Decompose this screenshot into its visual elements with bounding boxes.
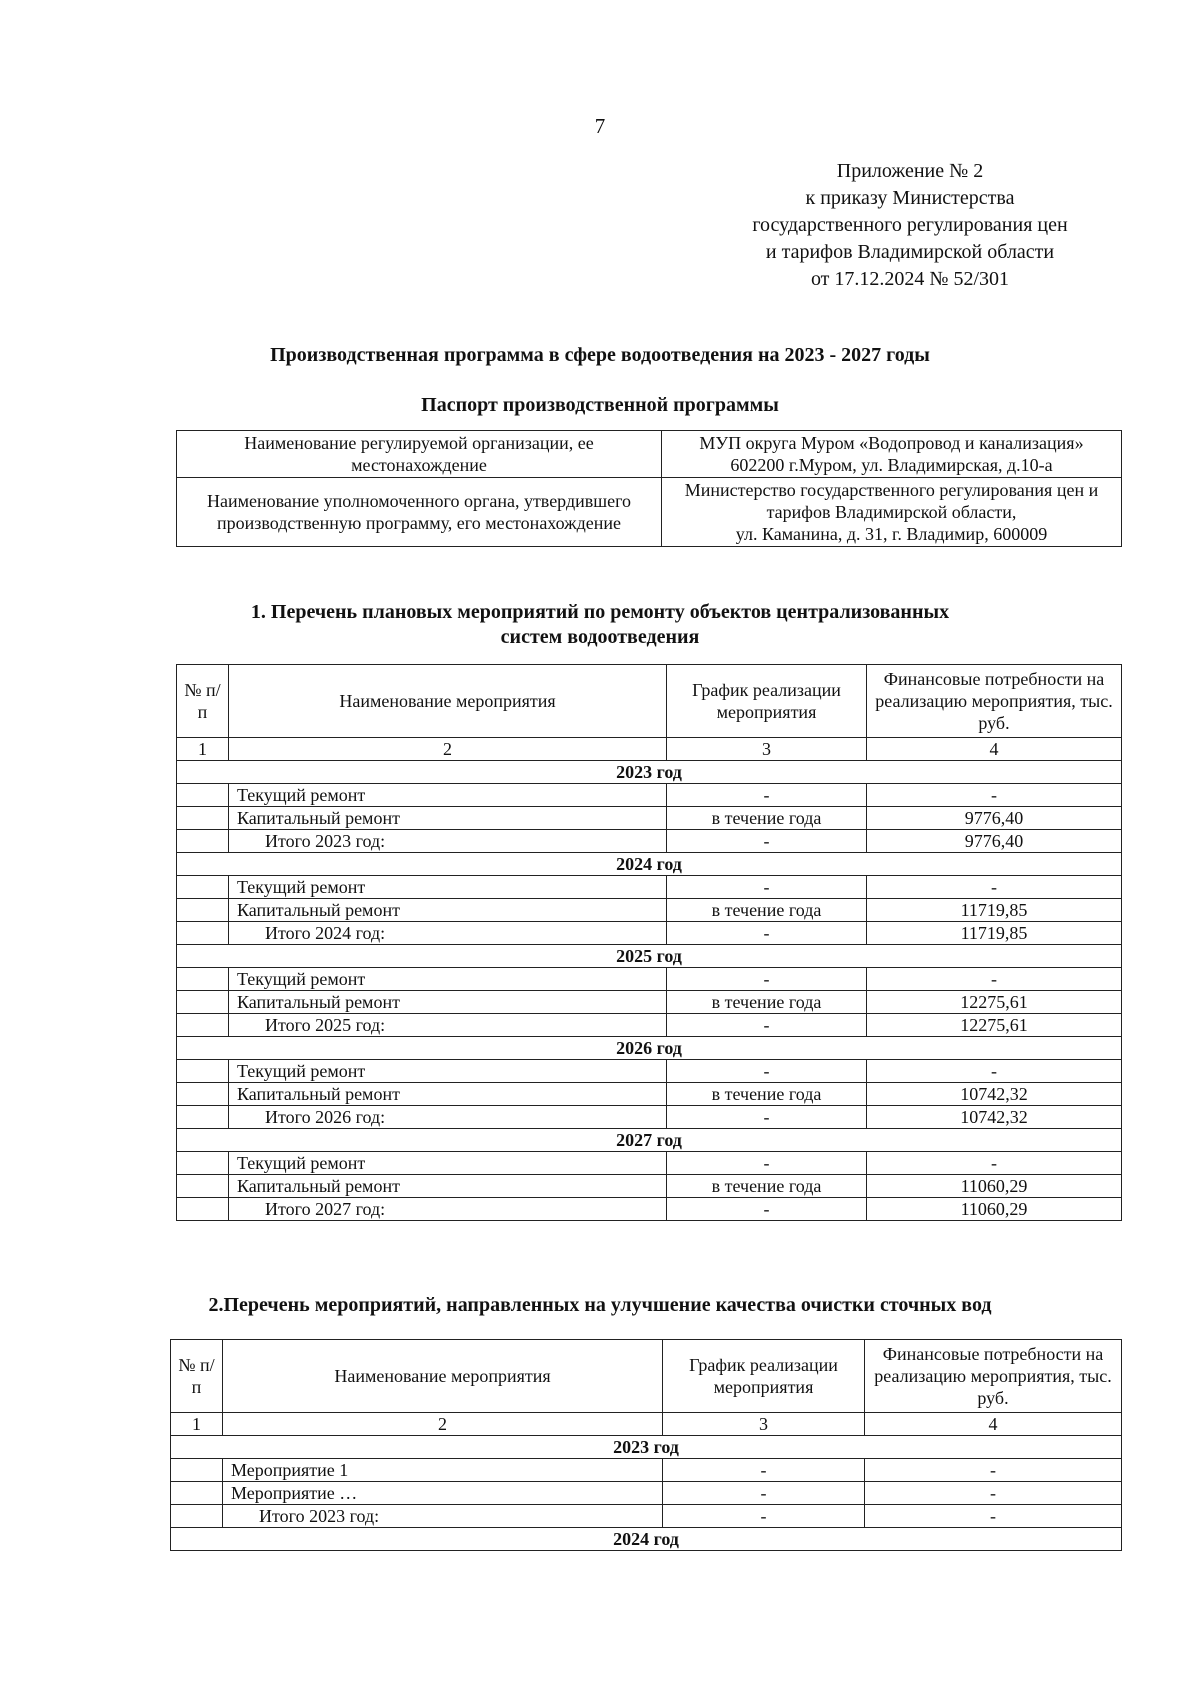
appendix-line: от 17.12.2024 № 52/301 <box>810 268 1010 290</box>
table-row <box>171 1482 1122 1505</box>
table-row <box>177 830 1122 853</box>
row-value: 10742,32 <box>867 1106 1122 1129</box>
row-num <box>177 1175 229 1198</box>
row-num <box>177 1014 229 1037</box>
index-cell: 2 <box>223 1413 663 1436</box>
row-schedule: - <box>667 1060 867 1083</box>
year-label: 2026 год <box>177 1037 1122 1060</box>
row-value: - <box>867 968 1122 991</box>
appendix-line: к приказу Министерства <box>805 187 1015 209</box>
year-label: 2027 год <box>177 1129 1122 1152</box>
table-row <box>177 899 1122 922</box>
row-value: - <box>865 1505 1122 1528</box>
year-row <box>177 945 1122 968</box>
index-cell: 4 <box>865 1413 1122 1436</box>
row-name: Текущий ремонт <box>229 1152 667 1175</box>
row-value: 11060,29 <box>867 1198 1122 1221</box>
index-cell: 1 <box>177 738 229 761</box>
index-cell: 1 <box>171 1413 223 1436</box>
row-schedule: в течение года <box>667 899 867 922</box>
row-name: Мероприятие 1 <box>223 1459 663 1482</box>
row-schedule: - <box>663 1482 865 1505</box>
passport-row <box>177 478 1122 547</box>
table-index-row <box>177 738 1122 761</box>
appendix-block <box>700 158 1120 293</box>
row-num <box>177 1106 229 1129</box>
passport-label: Наименование уполномоченного органа, утвердившего производственную программу, его местонахождение <box>177 478 662 547</box>
passport-value <box>662 478 1122 547</box>
row-schedule: - <box>667 968 867 991</box>
section1-title-line: систем водоотведения <box>500 626 700 648</box>
header-name: Наименование мероприятия <box>229 665 667 738</box>
section2-table <box>170 1339 1122 1551</box>
row-num <box>171 1505 223 1528</box>
row-schedule: - <box>667 1198 867 1221</box>
year-label: 2023 год <box>171 1436 1122 1459</box>
table-row <box>177 784 1122 807</box>
page-number: 7 <box>594 114 606 138</box>
row-schedule: - <box>663 1505 865 1528</box>
table-row <box>177 807 1122 830</box>
year-row <box>177 853 1122 876</box>
row-num <box>177 1060 229 1083</box>
passport-value <box>662 431 1122 478</box>
table-row <box>177 968 1122 991</box>
passport-title: Паспорт производственной программы <box>421 394 779 416</box>
row-name: Капитальный ремонт <box>229 807 667 830</box>
row-name: Итого 2023 год: <box>229 830 667 853</box>
header-schedule: График реализации мероприятия <box>663 1340 865 1413</box>
row-value: 9776,40 <box>867 830 1122 853</box>
row-name: Текущий ремонт <box>229 968 667 991</box>
passport-value-line: МУП округа Муром «Водопровод и канализация» <box>699 433 1084 453</box>
table-row <box>177 1152 1122 1175</box>
row-value: 11719,85 <box>867 922 1122 945</box>
row-num <box>177 1152 229 1175</box>
row-num <box>177 968 229 991</box>
appendix-line: государственного регулирования цен <box>752 214 1068 236</box>
row-value: 9776,40 <box>867 807 1122 830</box>
row-schedule: - <box>663 1459 865 1482</box>
year-row <box>171 1528 1122 1551</box>
row-name: Капитальный ремонт <box>229 991 667 1014</box>
header-finance: Финансовые потребности на реализацию мероприятия, тыс. руб. <box>867 665 1122 738</box>
row-name: Капитальный ремонт <box>229 1175 667 1198</box>
year-row <box>177 761 1122 784</box>
row-value: - <box>865 1459 1122 1482</box>
row-schedule: - <box>667 830 867 853</box>
index-cell: 3 <box>663 1413 865 1436</box>
table-row <box>171 1459 1122 1482</box>
row-num <box>177 1198 229 1221</box>
row-schedule: - <box>667 876 867 899</box>
row-value: 11719,85 <box>867 899 1122 922</box>
header-name: Наименование мероприятия <box>223 1340 663 1413</box>
row-num <box>177 991 229 1014</box>
row-schedule: - <box>667 784 867 807</box>
year-label: 2024 год <box>177 853 1122 876</box>
row-name: Текущий ремонт <box>229 784 667 807</box>
row-name: Итого 2023 год: <box>223 1505 663 1528</box>
section1-title <box>0 600 1200 650</box>
row-name: Капитальный ремонт <box>229 1083 667 1106</box>
passport-table <box>176 430 1122 547</box>
row-num <box>177 922 229 945</box>
row-value: - <box>865 1482 1122 1505</box>
passport-value-line: Министерство государственного регулирования цен и тарифов Владимирской области, <box>684 480 1099 522</box>
table-row <box>171 1505 1122 1528</box>
table-row <box>177 1175 1122 1198</box>
section1-title-line: 1. Перечень плановых мероприятий по ремонту объектов централизованных <box>250 601 950 623</box>
row-name: Итого 2027 год: <box>229 1198 667 1221</box>
row-schedule: в течение года <box>667 1175 867 1198</box>
row-num <box>177 830 229 853</box>
row-num <box>177 899 229 922</box>
year-row <box>177 1129 1122 1152</box>
header-num: № п/п <box>171 1340 223 1413</box>
row-num <box>177 807 229 830</box>
row-name: Итого 2024 год: <box>229 922 667 945</box>
row-num <box>177 1083 229 1106</box>
row-num <box>171 1459 223 1482</box>
row-schedule: - <box>667 1014 867 1037</box>
table-row <box>177 1083 1122 1106</box>
row-name: Капитальный ремонт <box>229 899 667 922</box>
table-row <box>177 1014 1122 1037</box>
row-value: 12275,61 <box>867 1014 1122 1037</box>
row-schedule: в течение года <box>667 807 867 830</box>
year-label: 2025 год <box>177 945 1122 968</box>
row-value: 11060,29 <box>867 1175 1122 1198</box>
table-row <box>177 922 1122 945</box>
header-schedule: График реализации мероприятия <box>667 665 867 738</box>
row-value: - <box>867 784 1122 807</box>
table-row <box>177 876 1122 899</box>
section2-title: 2.Перечень мероприятий, направленных на улучшение качества очистки сточных вод <box>208 1294 992 1316</box>
row-schedule: - <box>667 1106 867 1129</box>
year-label: 2024 год <box>171 1528 1122 1551</box>
row-value: - <box>867 1152 1122 1175</box>
row-num <box>177 784 229 807</box>
passport-row <box>177 431 1122 478</box>
row-num <box>171 1482 223 1505</box>
header-finance: Финансовые потребности на реализацию мероприятия, тыс. руб. <box>865 1340 1122 1413</box>
row-name: Мероприятие … <box>223 1482 663 1505</box>
row-num <box>177 876 229 899</box>
index-cell: 2 <box>229 738 667 761</box>
index-cell: 3 <box>667 738 867 761</box>
passport-label: Наименование регулируемой организации, ее местонахождение <box>177 431 662 478</box>
table-header-row <box>171 1340 1122 1413</box>
row-schedule: в течение года <box>667 1083 867 1106</box>
row-name: Итого 2025 год: <box>229 1014 667 1037</box>
year-row <box>177 1037 1122 1060</box>
row-value: - <box>867 876 1122 899</box>
appendix-line: и тарифов Владимирской области <box>765 241 1055 263</box>
passport-value-line: 602200 г.Муром, ул. Владимирская, д.10-а <box>730 455 1053 475</box>
main-title: Производственная программа в сфере водоотведения на 2023 - 2027 годы <box>270 344 930 366</box>
index-cell: 4 <box>867 738 1122 761</box>
row-name: Текущий ремонт <box>229 876 667 899</box>
passport-value-line: ул. Каманина, д. 31, г. Владимир, 600009 <box>735 524 1048 544</box>
row-name: Итого 2026 год: <box>229 1106 667 1129</box>
header-num: № п/п <box>177 665 229 738</box>
year-label: 2023 год <box>177 761 1122 784</box>
row-name: Текущий ремонт <box>229 1060 667 1083</box>
row-schedule: - <box>667 922 867 945</box>
table-row <box>177 1060 1122 1083</box>
table-index-row <box>171 1413 1122 1436</box>
year-row <box>171 1436 1122 1459</box>
row-value: 10742,32 <box>867 1083 1122 1106</box>
row-schedule: - <box>667 1152 867 1175</box>
row-value: 12275,61 <box>867 991 1122 1014</box>
table-row <box>177 1198 1122 1221</box>
table-row <box>177 991 1122 1014</box>
section1-table <box>176 664 1122 1221</box>
table-row <box>177 1106 1122 1129</box>
table-header-row <box>177 665 1122 738</box>
appendix-line: Приложение № 2 <box>836 160 984 182</box>
row-schedule: в течение года <box>667 991 867 1014</box>
row-value: - <box>867 1060 1122 1083</box>
